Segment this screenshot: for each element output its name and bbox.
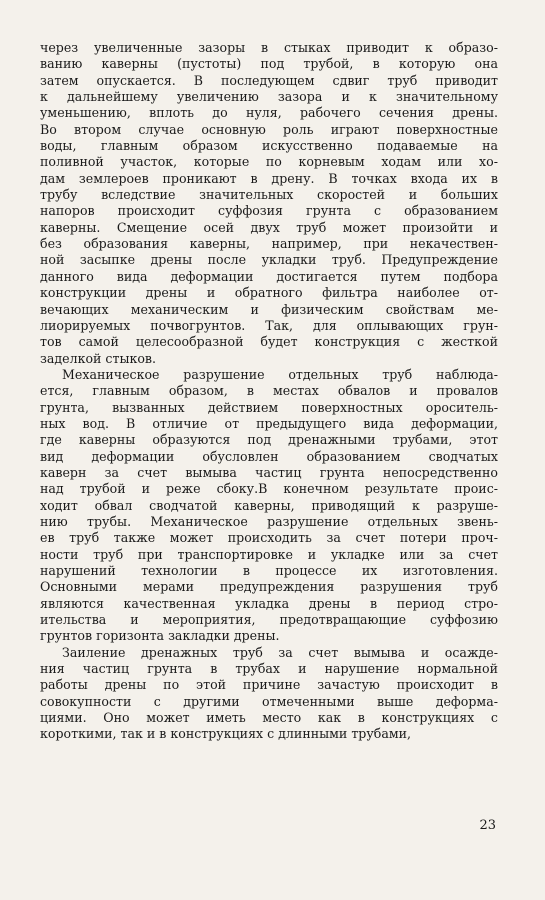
text-line: напоров происходит суффозия грунта с образованием: [40, 203, 498, 219]
page-number: 23: [479, 818, 496, 833]
text-line: тов самой целесообразной будет конструкция с жесткой: [40, 334, 498, 350]
text-line: над трубой и реже сбоку.В конечном результате проис-: [40, 481, 498, 497]
text-line: вечающих механическим и физическим свойствам ме-: [40, 301, 498, 317]
text-line: каверн за счет вымыва частиц грунта непосредственно: [40, 464, 498, 480]
text-line: короткими, так и в конструкциях с длинными трубами,: [40, 726, 412, 742]
text-line: трубу вследствие значительных скоростей и больших: [40, 187, 498, 203]
text-line: ных вод. В отличие от предыдущего вида деформации,: [40, 415, 498, 431]
text-line: вид деформации обусловлен образованием сводчатых: [40, 448, 498, 464]
text-line: ванию каверны (пустоты) под трубой, в которую она: [40, 56, 498, 72]
text-line: лиорируемых почвогрунтов. Так, для оплывающих грун-: [40, 317, 498, 333]
body-text: [40, 40, 498, 743]
text-line: через увеличенные зазоры в стыках приводит к образо-: [40, 40, 498, 55]
text-line: циями. Оно может иметь место как в конструкциях с: [40, 710, 498, 726]
text-line: уменьшению, вплоть до нуля, рабочего сечения дрены.: [40, 105, 498, 121]
text-line: конструкции дрены и обратного фильтра наиболее от-: [40, 285, 498, 301]
text-line: нарушений технологии в процессе их изготовления.: [40, 563, 498, 578]
text-line: ной засыпке дрены после укладки труб. Предупреждение: [40, 252, 498, 268]
text-line: затем опускается. В последующем сдвиг труб приводит: [40, 72, 498, 88]
text-line: ительства и мероприятия, предотвращающие суффозию: [40, 612, 498, 628]
text-line: грунта, вызванных действием поверхностных ороситель-: [40, 399, 498, 415]
text-line: без образования каверны, например, при некачествен-: [40, 236, 498, 252]
text-line: Механическое разрушение отдельных труб наблюда-: [62, 366, 498, 382]
text-line: каверны. Смещение осей двух труб может произойти и: [40, 219, 498, 235]
text-line: ется, главным образом, в местах обвалов и провалов: [40, 383, 498, 399]
text-line: являются качественная укладка дрены в период стро-: [40, 595, 498, 611]
text-line: ности труб при транспортировке и укладке или за счет: [40, 546, 498, 562]
paragraph: [40, 367, 498, 645]
paragraph: [40, 645, 498, 743]
text-line: дам землероев проникают в дрену. В точках входа их в: [40, 170, 498, 186]
text-line: где каверны образуются под дренажными трубами, этот: [40, 432, 498, 448]
text-line: ев труб также может происходить за счет потери проч-: [40, 530, 498, 546]
text-line: к дальнейшему увеличению зазора и к значительному: [40, 89, 498, 105]
text-line: грунтов горизонта закладки дрены.: [40, 628, 280, 644]
text-line: Заиление дренажных труб за счет вымыва и осажде-: [62, 644, 498, 660]
text-line: ходит обвал сводчатой каверны, приводящий к разруше-: [40, 497, 498, 513]
text-line: поливной участок, которые по корневым ходам или хо-: [40, 154, 498, 170]
text-line: воды, главным образом искусственно подаваемые на: [40, 138, 498, 154]
text-line: работы дрены по этой причине зачастую происходит в: [40, 677, 498, 693]
paragraph: [40, 40, 498, 367]
text-line: ния частиц грунта в трубах и нарушение нормальной: [40, 661, 498, 677]
text-line: заделкой стыков.: [40, 350, 157, 366]
text-line: совокупности с другими отмеченными выше деформа-: [40, 693, 498, 709]
text-line: данного вида деформации достигается путем подбора: [40, 268, 498, 284]
text-line: Во втором случае основную роль играют поверхностные: [40, 121, 498, 137]
text-line: Основными мерами предупреждения разрушения труб: [40, 579, 498, 595]
text-line: нию трубы. Механическое разрушение отдельных звень-: [40, 513, 498, 529]
